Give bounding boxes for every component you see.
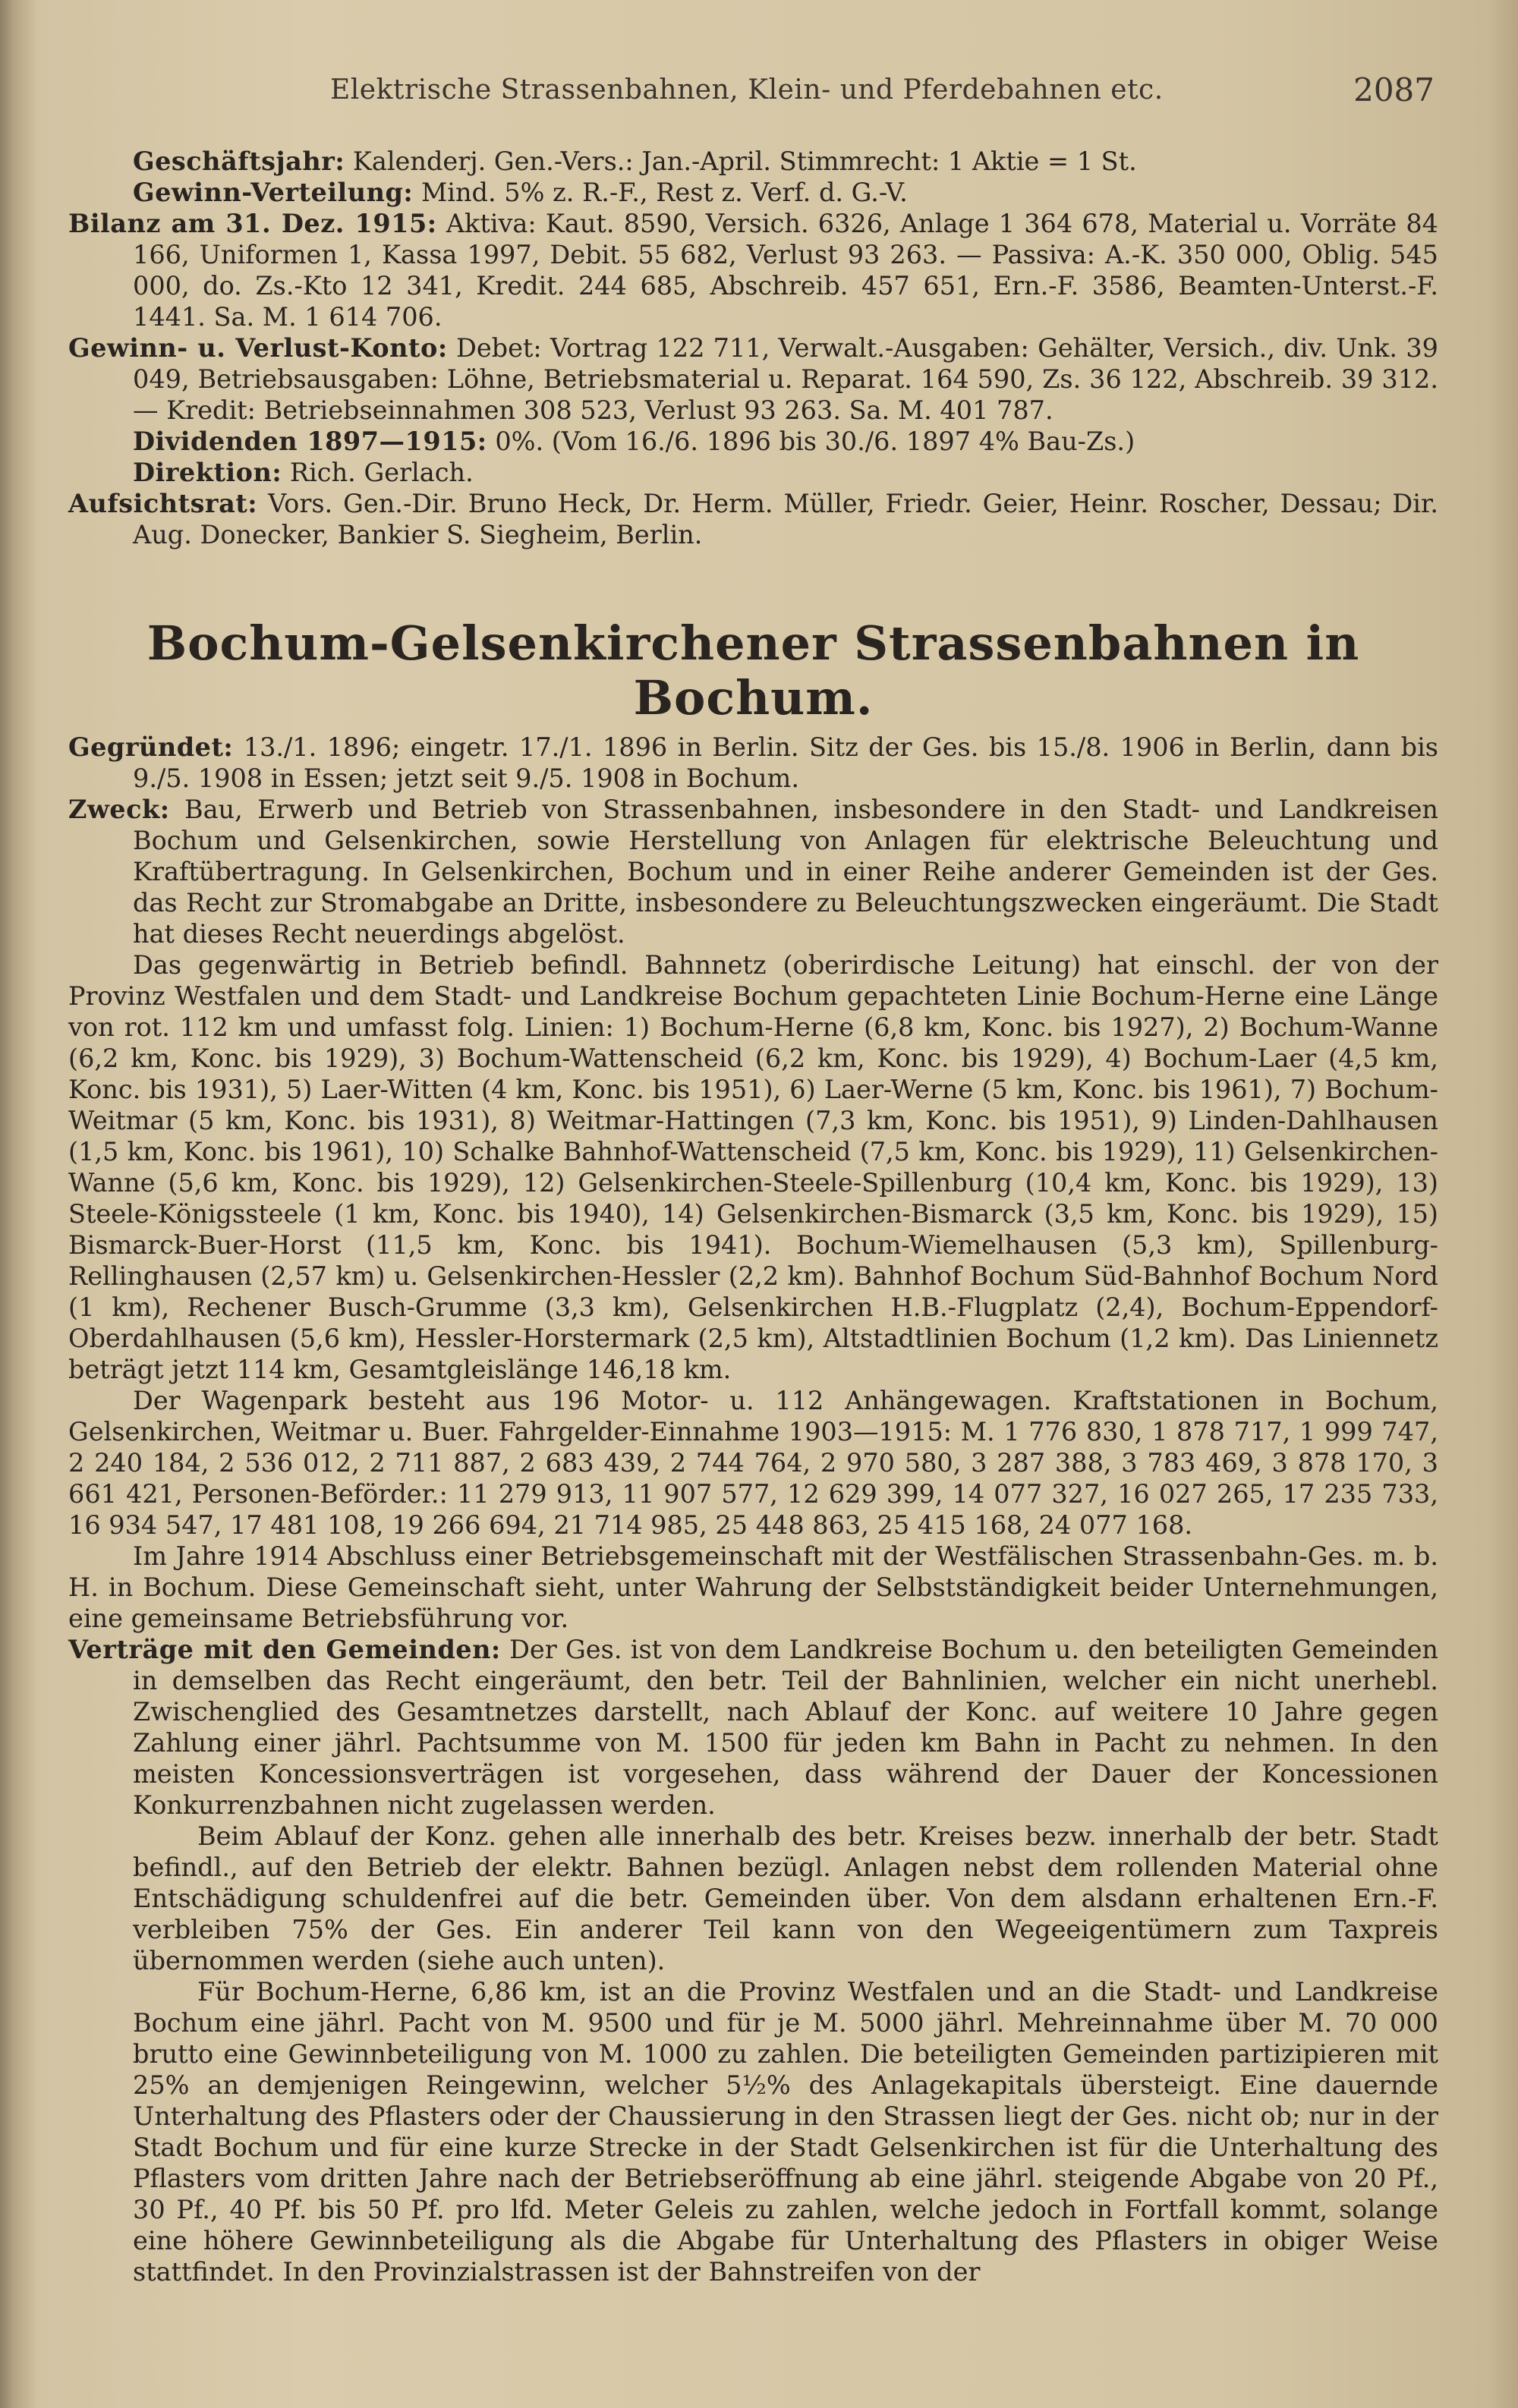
aufsichtsrat-label: Aufsichtsrat: — [68, 489, 258, 518]
geschaeftsjahr-label: Geschäftsjahr: — [133, 146, 345, 176]
zweck-text: Bau, Erwerb und Betrieb von Strassenbahnen, insbesondere in den Stadt- und Landkreisen Bochum und Gelsenkirchen, sowie Herstellung von Anlagen für elektrische Beleuchtung und Kraftübertragung. In Gelsenkirchen, Bochum und in einer Reihe anderer Gemeinden ist der Ges. das Recht zur Stromabgabe an Dritte, insbesondere zu Beleuchtungszwecken eingeräumt. Die Stadt hat dieses Recht neuerdings abgelöst. — [133, 795, 1438, 949]
direktion-paragraph — [68, 457, 1438, 488]
vertraege-label: Verträge mit den Gemeinden: — [68, 1635, 501, 1664]
direktion-label: Direktion: — [133, 458, 282, 487]
direktion-text: Rich. Gerlach. — [282, 458, 474, 487]
page-number: 2087 — [1353, 71, 1435, 109]
bilanz-paragraph — [68, 208, 1438, 332]
gegruendet-paragraph — [68, 732, 1438, 794]
geschaeftsjahr-text: Kalenderj. Gen.-Vers.: Jan.-April. Stimmrecht: 1 Aktie = 1 St. — [345, 146, 1137, 176]
company-section — [68, 616, 1438, 2287]
prev-company-section — [68, 146, 1438, 550]
geschaeftsjahr-paragraph — [68, 146, 1438, 177]
gewinn-verteilung-text: Mind. 5% z. R.-F., Rest z. Verf. d. G.-V. — [413, 178, 908, 207]
dividenden-text: 0%. (Vom 16./6. 1896 bis 30./6. 1897 4% Bau-Zs.) — [487, 427, 1135, 456]
aufsichtsrat-text: Vors. Gen.-Dir. Bruno Heck, Dr. Herm. Müller, Friedr. Geier, Heinr. Roscher, Dessau; Dir. Aug. Donecker, Bankier S. Siegheim, Berlin. — [133, 489, 1438, 549]
running-header — [68, 67, 1435, 112]
gewinn-verteilung-label: Gewinn-Verteilung: — [133, 178, 414, 207]
verlust-konto-text: Debet: Vortrag 122 711, Verwalt.-Ausgaben: Gehälter, Versich., div. Unk. 39 049, Betriebsausgaben: Löhne, Betriebsmaterial u. Reparat. 164 590, Zs. 36 122, Abschreib. 39 312. — Kredit: Betriebseinnahmen 308 523, Verlust 93 263. Sa. M. 401 787. — [133, 333, 1438, 425]
vertraege-text: Der Ges. ist von dem Landkreise Bochum u. den beteiligten Gemeinden in demselben das Recht eingeräumt, den betr. Teil der Bahnlinien, welcher ein nicht unerhebl. Zwischenglied des Gesamtnetzes darstellt, nach Ablauf der Konc. auf weitere 10 Jahre gegen Zahlung einer jährl. Pachtsumme von M. 1500 für jeden km Bahn in Pacht zu nehmen. In den meisten Koncessionsverträgen ist vorgesehen, dass während der Dauer der Koncessionen Konkurrenzbahnen nicht zugelassen werden. — [133, 1635, 1439, 1820]
zweck-label: Zweck: — [68, 795, 170, 824]
company-title: Bochum-Gelsenkirchener Strassenbahnen in Bochum. — [146, 615, 1360, 726]
bilanz-text: Aktiva: Kaut. 8590, Versich. 6326, Anlage 1 364 678, Material u. Vorräte 84 166, Uniformen 1, Kassa 1997, Debit. 55 682, Verlust 93 263. — Passiva: A.-K. 350 000, Oblig. 545 000, do. Zs.-Kto 12 341, Kredit. 244 685, Abschreib. 457 651, Ern.-F. 3586, Beamten-Unterst.-F. 1441. Sa. M. 1 614 706. — [133, 209, 1438, 332]
gegruendet-text: 13./1. 1896; eingetr. 17./1. 1896 in Berlin. Sitz der Ges. bis 15./8. 1906 in Berlin, dann bis 9./5. 1908 in Essen; jetzt seit 9./5. 1908 in Bochum. — [133, 732, 1438, 793]
dividenden-label: Dividenden 1897—1915: — [133, 427, 487, 456]
bilanz-label: Bilanz am 31. Dez. 1915: — [68, 209, 437, 238]
gegruendet-label: Gegründet: — [68, 732, 234, 762]
verlust-konto-label: Gewinn- u. Verlust-Konto: — [68, 333, 448, 363]
vertraege-paragraph — [68, 1634, 1438, 1821]
aufsichtsrat-paragraph — [68, 488, 1438, 550]
dividenden-paragraph — [68, 426, 1438, 457]
running-title: Elektrische Strassenbahnen, Klein- und Pferdebahnen etc. — [330, 74, 1164, 105]
gewinn-verteilung-paragraph — [68, 177, 1438, 208]
ablauf-paragraph: Beim Ablauf der Konz. gehen alle innerhalb des betr. Kreises bezw. innerhalb der betr. Stadt befindl., auf den Betrieb der elektr. Bahnen bezügl. Anlagen nebst dem rollenden Material ohne Entschädigung schuldenfrei auf die betr. Gemeinden über. Von dem alsdann erhaltenen Ern.-F. verbleiben 75% der Ges. Ein anderer Teil kann von den Wegeeigentümern zum Taxpreis übernommen werden (siehe auch unten). — [133, 1821, 1438, 1975]
bochum-herne-paragraph: Für Bochum-Herne, 6,86 km, ist an die Provinz Westfalen und an die Stadt- und Landkreise Bochum eine jährl. Pacht von M. 9500 und für je M. 5000 jährl. Mehreinnahme über M. 70 000 brutto eine Gewinnbeteiligung von M. 1000 zu zahlen. Die beteiligten Gemeinden partizipieren mit 25% an demjenigen Reingewinn, welcher 5½% des Anlagekapitals übersteigt. Eine dauernde Unterhaltung des Pflasters oder der Chaussierung in den Strassen liegt der Ges. nicht ob; nur in der Stadt Bochum und für eine kurze Strecke in der Stadt Gelsenkirchen ist für die Unterhaltung des Pflasters vom dritten Jahre nach der Betriebseröffnung ab eine jährl. steigende Abgabe von 20 Pf., 30 Pf., 40 Pf. bis 50 Pf. pro lfd. Meter Geleis zu zahlen, welche jedoch in Fortfall kommt, solange eine höhere Gewinnbeteiligung als die Abgabe für Unterhaltung des Pflasters in obiger Weise stattfindet. In den Provinzialstrassen ist der Bahnstreifen von der — [133, 1977, 1438, 2287]
verlust-konto-paragraph — [68, 332, 1438, 426]
wagenpark-paragraph: Der Wagenpark besteht aus 196 Motor- u. 112 Anhängewagen. Kraftstationen in Bochum, Gelsenkirchen, Weitmar u. Buer. Fahrgelder-Einnahme 1903—1915: M. 1 776 830, 1 878 717, 1 999 747, 2 240 184, 2 536 012, 2 711 887, 2 683 439, 2 744 764, 2 970 580, 3 287 388, 3 783 469, 3 878 170, 3 661 421, Personen-Beförder.: 11 279 913, 11 907 577, 12 629 399, 14 077 327, 16 027 265, 17 235 733, 16 934 547, 17 481 108, 19 266 694, 21 714 985, 25 448 863, 25 415 168, 24 077 168. — [68, 1386, 1438, 1540]
zweck-paragraph — [68, 794, 1438, 949]
betriebsgemeinschaft-paragraph: Im Jahre 1914 Abschluss einer Betriebsgemeinschaft mit der Westfälischen Strassenbahn-Ges. m. b. H. in Bochum. Diese Gemeinschaft sieht, unter Wahrung der Selbstständigkeit beider Unternehmungen, eine gemeinsame Betriebsführung vor. — [68, 1541, 1438, 1633]
bahnnetz-paragraph: Das gegenwärtig in Betrieb befindl. Bahnnetz (oberirdische Leitung) hat einschl. der von der Provinz Westfalen und dem Stadt- und Landkreise Bochum gepachteten Linie Bochum-Herne eine Länge von rot. 112 km und umfasst folg. Linien: 1) Bochum-Herne (6,8 km, Konc. bis 1927), 2) Bochum-Wanne (6,2 km, Konc. bis 1929), 3) Bochum-Wattenscheid (6,2 km, Konc. bis 1929), 4) Bochum-Laer (4,5 km, Konc. bis 1931), 5) Laer-Witten (4 km, Konc. bis 1951), 6) Laer-Werne (5 km, Konc. bis 1961), 7) Bochum-Weitmar (5 km, Konc. bis 1931), 8) Weitmar-Hattingen (7,3 km, Konc. bis 1951), 9) Linden-Dahlhausen (1,5 km, Konc. bis 1961), 10) Schalke Bahnhof-Wattenscheid (7,5 km, Konc. bis 1929), 11) Gelsenkirchen-Wanne (5,6 km, Konc. bis 1929), 12) Gelsenkirchen-Steele-Spillenburg (10,4 km, Konc. bis 1929), 13) Steele-Königssteele (1 km, Konc. bis 1940), 14) Gelsenkirchen-Bismarck (3,5 km, Konc. bis 1929), 15) Bismarck-Buer-Horst (11,5 km, Konc. bis 1941). Bochum-Wiemelhausen (5,3 km), Spillenburg-Rellinghausen (2,57 km) u. Gelsenkirchen-Hessler (2,2 km). Bahnhof Bochum Süd-Bahnhof Bochum Nord (1 km), Rechener Busch-Grumme (3,3 km), Gelsenkirchen H.B.-Flugplatz (2,4), Bochum-Eppendorf-Oberdahlhausen (5,6 km), Hessler-Horstermark (2,5 km), Altstadtlinien Bochum (1,2 km). Das Liniennetz beträgt jetzt 114 km, Gesamtgleislänge 146,18 km. — [68, 950, 1438, 1384]
